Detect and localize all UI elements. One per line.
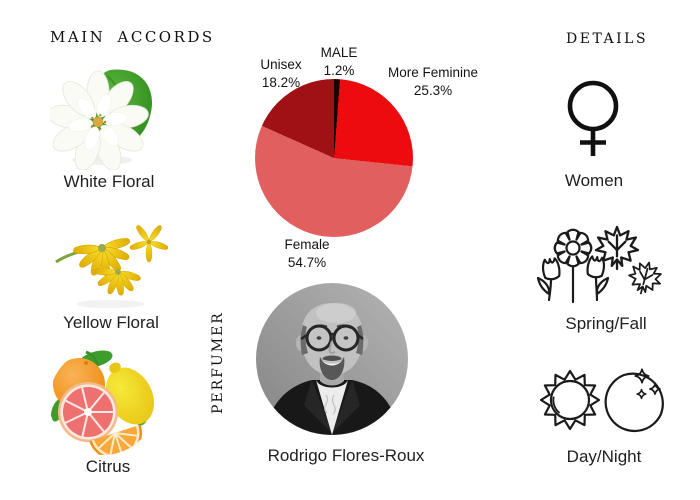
pie-label-more-feminine-name: More Feminine: [387, 65, 479, 80]
pie-label-unisex-pct: 18.2%: [261, 74, 301, 90]
pie-label-female-name: Female: [284, 237, 330, 252]
pie-label-male-name: MALE: [320, 45, 358, 60]
detail-item-season: [536, 222, 668, 304]
accord-item-white-floral: [50, 60, 162, 170]
pie-label-male: [321, 44, 358, 80]
main-accords-title: MAIN ACCORDS: [50, 28, 215, 46]
gender-pie-chart: [255, 79, 413, 237]
accord-label-white-floral: White Floral: [63, 172, 155, 191]
pie-label-more-feminine: [388, 64, 478, 100]
perfumer-section-title: PERFUMER: [210, 311, 226, 414]
detail-item-gender: [563, 80, 625, 162]
perfumer-photo: [256, 283, 408, 435]
detail-label-women: Women: [564, 171, 624, 190]
sun-moon-stars-icon: [538, 362, 672, 438]
flowers-maple-leaves-icon: [536, 222, 668, 304]
female-gender-icon: [563, 80, 625, 162]
citrus-image: [46, 346, 160, 458]
perfumer-photo-wrap: [256, 283, 408, 435]
accord-label-yellow-floral: Yellow Floral: [63, 313, 159, 332]
detail-item-time: [538, 362, 672, 438]
accord-label-citrus: Citrus: [85, 457, 131, 476]
pie-label-more-feminine-pct: 25.3%: [413, 82, 453, 98]
pie-label-male-pct: 1.2%: [323, 62, 355, 78]
accord-item-citrus: [46, 346, 160, 458]
white-floral-image: [50, 60, 162, 170]
detail-label-time: Day/Night: [566, 447, 642, 466]
detail-label-season: Spring/Fall: [565, 314, 647, 333]
perfumer-name: Rodrigo Flores-Roux: [267, 446, 425, 465]
pie-label-female: [284, 236, 329, 272]
accord-item-yellow-floral: [52, 222, 168, 310]
yellow-floral-image: [52, 222, 168, 310]
pie-label-female-pct: 54.7%: [287, 254, 327, 270]
pie-label-unisex-name: Unisex: [260, 57, 302, 72]
pie-label-unisex: [260, 56, 301, 92]
details-title: DETAILS: [566, 31, 649, 47]
